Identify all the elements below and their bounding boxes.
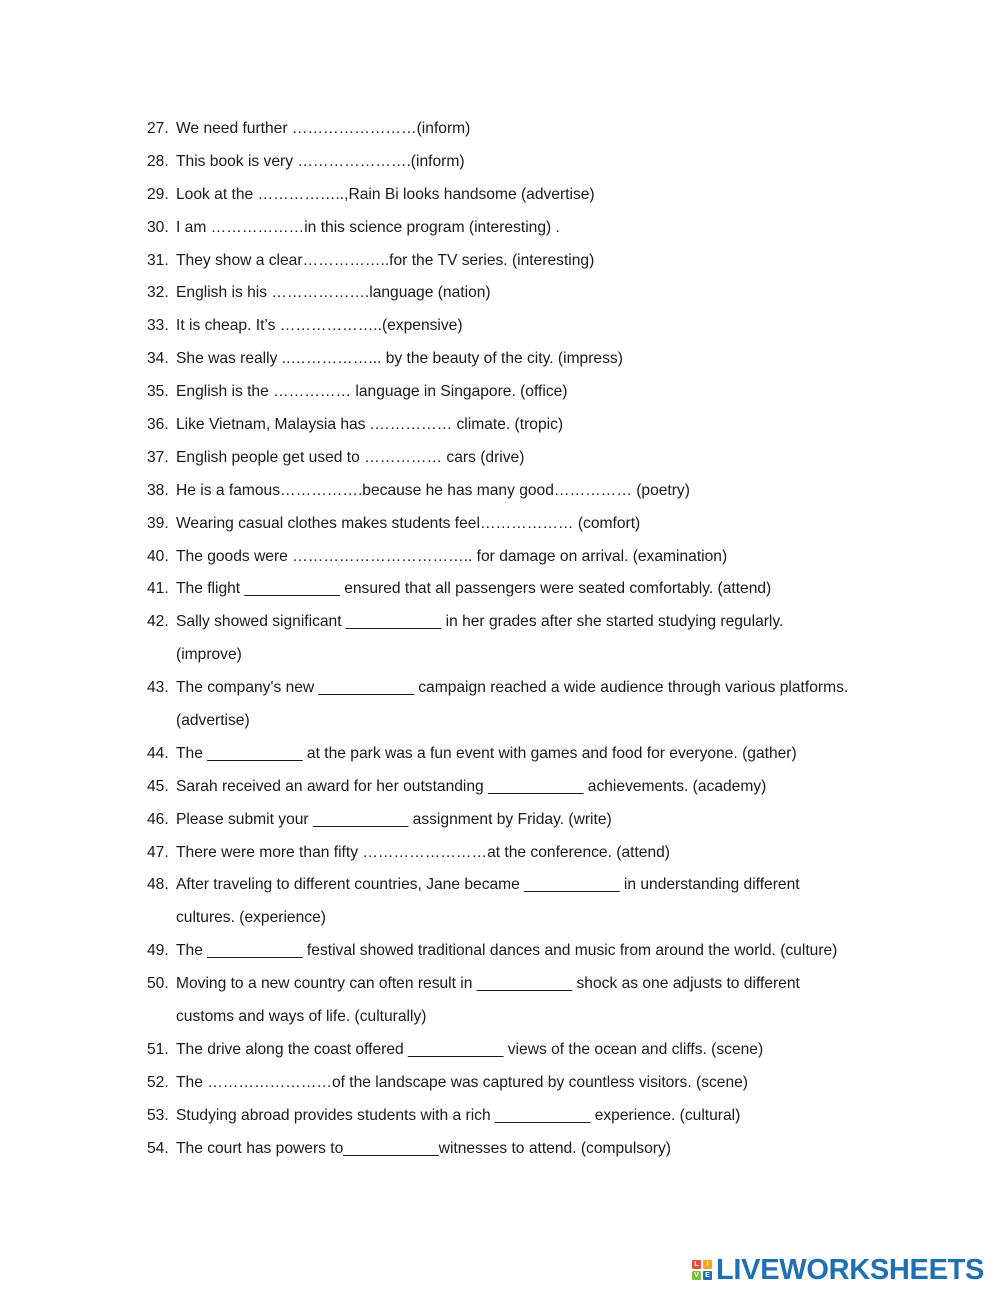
exercise-number: 44. — [147, 744, 169, 762]
logo-mark-square: E — [703, 1271, 712, 1280]
exercise-sentence: The flight ___________ ensured that all passengers were seated comfortably. (attend) — [176, 580, 772, 598]
exercise-item — [0, 313, 1000, 346]
exercise-sentence: Please submit your ___________ assignment by Friday. (write) — [176, 810, 612, 828]
exercise-sentence: They show a clear……………..for the TV series. (interesting) — [176, 251, 595, 269]
exercise-item — [0, 346, 1000, 379]
exercise-sentence: It is cheap. It’s ………………..(expensive) — [176, 317, 463, 335]
exercise-sentence: He is a famous…………….because he has many good…………… (poetry) — [176, 481, 690, 499]
exercise-number: 40. — [147, 547, 169, 565]
exercise-item — [0, 182, 1000, 215]
logo-mark-square: I — [703, 1260, 712, 1269]
exercise-sentence: Look at the ……………..,Rain Bi looks handsome (advertise) — [176, 185, 595, 203]
worksheet — [0, 116, 1000, 1169]
exercise-sentence: The ___________ at the park was a fun event with games and food for everyone. (gather) — [176, 744, 797, 762]
exercise-number: 53. — [147, 1106, 169, 1124]
exercise-sentence: The ___________ festival showed traditional dances and music from around the world. (culture) — [176, 942, 838, 960]
logo-mark-square: V — [692, 1271, 701, 1280]
exercise-item — [0, 215, 1000, 248]
exercise-sentence: This book is very ………………….(inform) — [176, 152, 465, 170]
exercise-number: 54. — [147, 1139, 169, 1157]
exercise-number: 27. — [147, 120, 169, 137]
logo-mark-square: L — [692, 1260, 701, 1269]
exercise-item — [0, 116, 1000, 149]
exercise-item — [0, 938, 1000, 971]
exercise-number: 42. — [147, 613, 169, 631]
exercise-item — [0, 511, 1000, 544]
exercise-item-continuation — [0, 1004, 1000, 1037]
exercise-item — [0, 280, 1000, 313]
exercise-sentence: Studying abroad provides students with a rich ___________ experience. (cultural) — [176, 1106, 741, 1124]
exercise-item — [0, 445, 1000, 478]
exercise-number: 32. — [147, 284, 169, 302]
exercise-number: 52. — [147, 1073, 169, 1091]
exercise-sentence: We need further ……………………(inform) — [176, 120, 471, 137]
exercise-item — [0, 774, 1000, 807]
logo-text: LIVEWORKSHEETS — [716, 1253, 985, 1286]
exercise-sentence: The drive along the coast offered ___________ views of the ocean and cliffs. (scene) — [176, 1040, 764, 1058]
exercise-sentence: Like Vietnam, Malaysia has .…………… climate. (tropic) — [176, 416, 564, 434]
exercise-item — [0, 576, 1000, 609]
exercise-sentence: The court has powers to___________witnesses to attend. (compulsory) — [176, 1139, 671, 1157]
exercise-item — [0, 248, 1000, 281]
exercise-number: 39. — [147, 514, 169, 532]
exercise-number: 49. — [147, 942, 169, 960]
exercise-number: 45. — [147, 777, 169, 795]
exercise-sentence: Sarah received an award for her outstanding ___________ achievements. (academy) — [176, 777, 767, 795]
exercise-item — [0, 807, 1000, 840]
exercise-sentence: The goods were …………………………….. for damage on arrival. (examination) — [176, 547, 728, 565]
exercise-sentence: English is his ……………….language (nation) — [176, 284, 491, 302]
exercise-number: 37. — [147, 448, 169, 466]
exercise-item-continuation — [0, 642, 1000, 675]
exercise-item — [0, 1103, 1000, 1136]
exercise-item — [0, 478, 1000, 511]
exercise-item — [0, 379, 1000, 412]
exercise-item — [0, 872, 1000, 905]
exercise-number: 47. — [147, 843, 169, 861]
exercise-number: 31. — [147, 251, 169, 269]
exercise-number: 29. — [147, 185, 169, 203]
exercise-item — [0, 544, 1000, 577]
exercise-item — [0, 1136, 1000, 1169]
exercise-sentence: She was really ..……………... by the beauty of the city. (impress) — [176, 350, 623, 368]
exercise-number: 34. — [147, 350, 169, 368]
exercise-sentence: Sally showed significant ___________ in her grades after she started studying regularly. — [176, 613, 784, 631]
exercise-item — [0, 609, 1000, 642]
exercise-number: 33. — [147, 317, 169, 335]
exercise-item-continuation — [0, 708, 1000, 741]
exercise-sentence-continuation: customs and ways of life. (culturally) — [176, 1008, 427, 1026]
exercise-sentence: English people get used to …………… cars (drive) — [176, 448, 525, 466]
exercise-number: 30. — [147, 218, 169, 236]
exercise-sentence: English is the …………… language in Singapore. (office) — [176, 383, 568, 401]
exercise-item-continuation — [0, 905, 1000, 938]
exercise-number: 43. — [147, 679, 169, 697]
exercise-item — [0, 840, 1000, 873]
exercise-sentence: The company's new ___________ campaign reached a wide audience through various platforms. — [176, 679, 849, 697]
exercise-sentence: There were more than fifty ……………………at the conference. (attend) — [176, 843, 670, 861]
exercise-number: 46. — [147, 810, 169, 828]
exercise-sentence-continuation: cultures. (experience) — [176, 909, 326, 927]
exercise-number: 50. — [147, 975, 169, 993]
exercise-number: 38. — [147, 481, 169, 499]
exercise-number: 35. — [147, 383, 169, 401]
exercise-number: 41. — [147, 580, 169, 598]
exercise-item — [0, 741, 1000, 774]
exercise-number: 28. — [147, 152, 169, 170]
exercise-number: 36. — [147, 416, 169, 434]
exercise-item — [0, 1037, 1000, 1070]
exercise-sentence: Moving to a new country can often result in ___________ shock as one adjusts to different — [176, 975, 800, 993]
exercise-sentence: The ……………………of the landscape was captured by countless visitors. (scene) — [176, 1073, 748, 1091]
exercise-sentence: Wearing casual clothes makes students feel……………… (comfort) — [176, 514, 641, 532]
exercise-item — [0, 412, 1000, 445]
exercise-sentence: After traveling to different countries, Jane became ___________ in understanding different — [176, 876, 800, 894]
exercise-sentence: I am ………………in this science program (interesting) . — [176, 218, 560, 236]
exercise-item — [0, 675, 1000, 708]
logo-mark-icon — [692, 1260, 712, 1280]
exercise-item — [0, 971, 1000, 1004]
exercise-number: 48. — [147, 876, 169, 894]
exercise-sentence-continuation: (improve) — [176, 646, 242, 664]
exercise-item — [0, 149, 1000, 182]
exercise-sentence-continuation: (advertise) — [176, 712, 250, 730]
liveworksheets-logo — [692, 1255, 984, 1285]
exercise-number: 51. — [147, 1040, 169, 1058]
exercise-item — [0, 1070, 1000, 1103]
